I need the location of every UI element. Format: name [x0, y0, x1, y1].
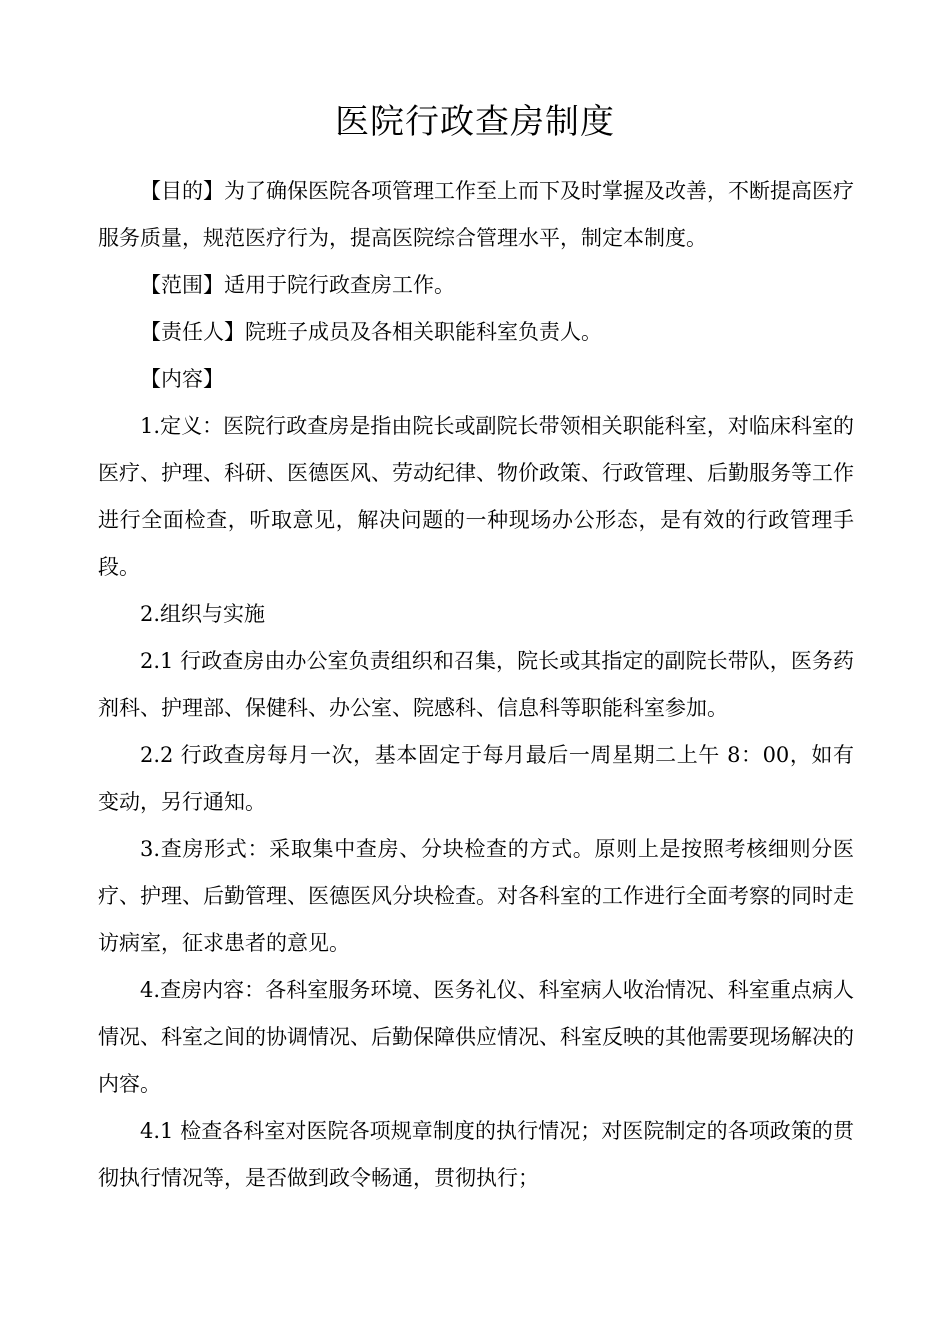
paragraph-purpose: 【目的】为了确保医院各项管理工作至上而下及时掌握及改善，不断提高医疗服务质量，规范医疗行为，提高医院综合管理水平，制定本制度。: [98, 179, 854, 250]
paragraph-organization-2-1: 2.1 行政查房由办公室负责组织和召集，院长或其指定的副院长带队，医务药剂科、护理部、保健科、办公室、院感科、信息科等职能科室参加。: [98, 649, 854, 720]
paragraph-rounds-content-4-1: 4.1 检查各科室对医院各项规章制度的执行情况；对医院制定的各项政策的贯彻执行情况等，是否做到政令畅通，贯彻执行；: [98, 1119, 854, 1190]
paragraph-responsible: 【责任人】院班子成员及各相关职能科室负责人。: [140, 320, 602, 344]
document-title: 医院行政查房制度: [335, 102, 615, 142]
paragraph-rounds-content: 4.查房内容：各科室服务环境、医务礼仪、科室病人收治情况、科室重点病人情况、科室之间的协调情况、后勤保障供应情况、科室反映的其他需要现场解决的内容。: [98, 978, 854, 1096]
paragraph-definition: 1.定义：医院行政查房是指由院长或副院长带领相关职能科室，对临床科室的医疗、护理、科研、医德医风、劳动纪律、物价政策、行政管理、后勤服务等工作进行全面检查，听取意见，解决问题的一种现场办公形态，是有效的行政管理手段。: [98, 414, 854, 579]
paragraph-format: 3.查房形式：采取集中查房、分块检查的方式。原则上是按照考核细则分医疗、护理、后勤管理、医德医风分块检查。对各科室的工作进行全面考察的同时走访病室，征求患者的意见。: [98, 837, 854, 955]
paragraph-organization-2-2: 2.2 行政查房每月一次，基本固定于每月最后一周星期二上午 8：00，如有变动，另行通知。: [98, 743, 854, 814]
paragraph-content-heading: 【内容】: [140, 367, 224, 391]
document-body: [98, 168, 854, 1202]
paragraph-scope: 【范围】适用于院行政查房工作。: [140, 273, 455, 297]
paragraph-organization: 2.组织与实施: [140, 602, 266, 626]
